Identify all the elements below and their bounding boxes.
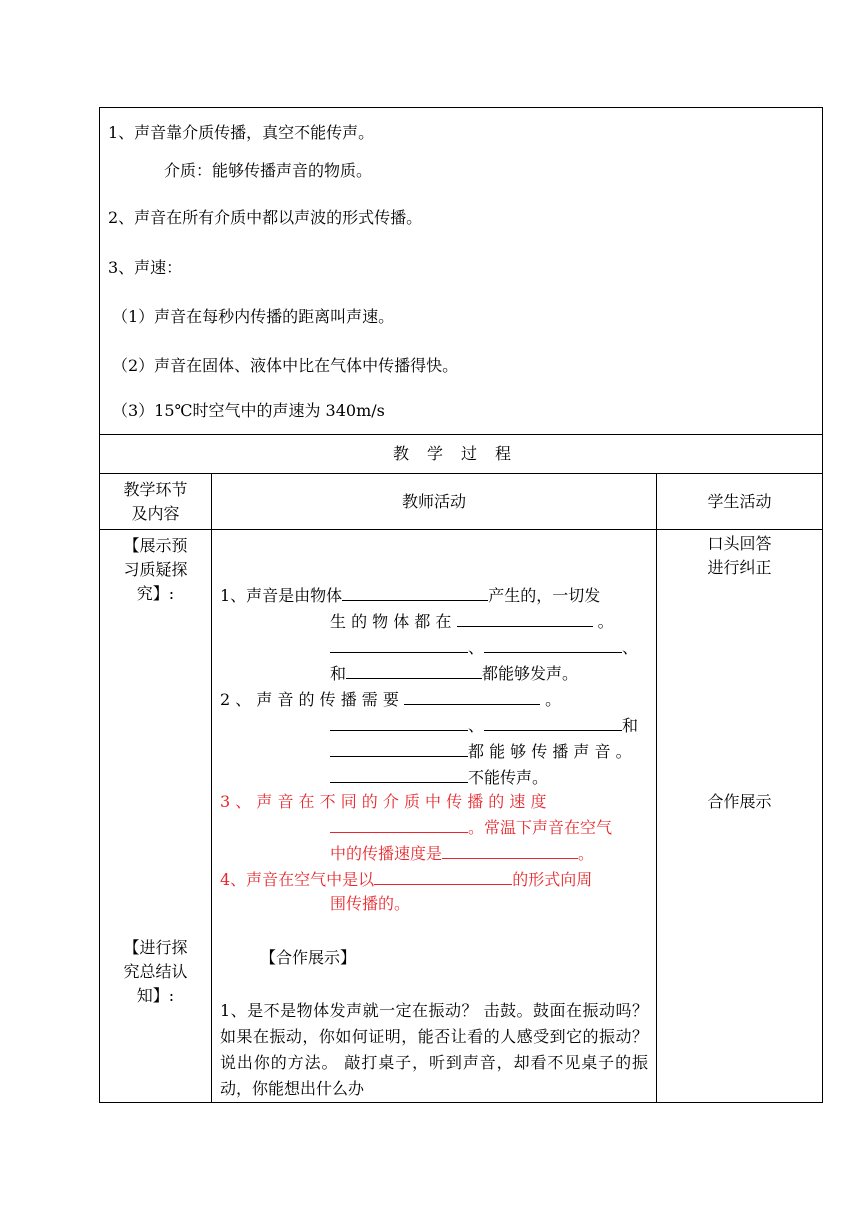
- student-activity-column: [657, 530, 823, 1103]
- answer-blank[interactable]: [330, 712, 468, 731]
- question-3-text-b: 。常温下声音在空气: [468, 818, 613, 837]
- question-2-text-c: 、: [468, 716, 485, 735]
- lesson-table: [99, 107, 823, 1103]
- question-1-text-e: 、: [468, 638, 485, 657]
- process-title: 教学过程: [100, 435, 823, 474]
- question-1-text-b: 产生的，一切发: [488, 586, 601, 605]
- question-1-text-h: 都能够发声。: [482, 664, 579, 683]
- student-activity-1-line-1: 口头回答: [707, 534, 772, 553]
- section-2-line-2: 究总结认: [123, 962, 188, 981]
- question-3-line-2: [220, 814, 648, 840]
- question-1-text-a: 1、声音是由物体: [220, 586, 343, 605]
- question-1-line-2: [220, 608, 648, 634]
- answer-blank[interactable]: [442, 840, 578, 859]
- teacher-activity-column: [212, 530, 657, 1103]
- question-4-line-2: 围传播的。: [330, 894, 411, 913]
- answer-blank[interactable]: [404, 686, 540, 705]
- summary-line-7: （3）15℃时空气中的声速为 340m/s: [112, 401, 385, 420]
- answer-blank[interactable]: [330, 764, 468, 783]
- student-activity-2: 合作展示: [707, 792, 772, 811]
- question-2-text-e: 都 能 够 传 播 声 音 。: [468, 742, 632, 761]
- question-1-line-1: [220, 582, 648, 608]
- question-4-text-b: 的形式向周: [512, 870, 593, 889]
- question-2-text-d: 和: [622, 716, 639, 735]
- question-1-text-g: 和: [330, 664, 347, 683]
- summary-line-4: 3、声速：: [108, 258, 183, 277]
- header-section-line-1: 教学环节: [123, 479, 188, 499]
- answer-blank[interactable]: [484, 634, 622, 653]
- question-4: [220, 866, 648, 916]
- summary-line-5: （1）声音在每秒内传播的距离叫声速。: [112, 307, 395, 326]
- question-2-text-a: 2 、 声 音 的 传 播 需 要: [220, 690, 399, 709]
- question-2-text-b: 。: [545, 690, 562, 709]
- section-1-line-1: 【展示预: [123, 536, 188, 555]
- question-3-line-1: 3 、 声 音 在 不 同 的 介 质 中 传 播 的 速 度: [220, 792, 547, 811]
- question-1-line-3: [220, 634, 648, 660]
- section-1-line-2: 习质疑探: [123, 560, 188, 579]
- question-3: [220, 790, 648, 866]
- answer-blank[interactable]: [374, 866, 512, 885]
- question-2-line-4: [220, 764, 648, 790]
- question-1-text-d: 。: [597, 612, 614, 631]
- header-section: [100, 474, 212, 530]
- question-1-text-f: 、: [622, 638, 639, 657]
- answer-blank[interactable]: [457, 608, 593, 627]
- answer-blank[interactable]: [484, 712, 622, 731]
- cooperation-heading: 【合作展示】: [260, 948, 357, 967]
- header-teacher: 教师活动: [212, 474, 657, 530]
- answer-blank[interactable]: [346, 660, 482, 679]
- answer-blank[interactable]: [330, 814, 468, 833]
- question-2-line-2: [220, 712, 648, 738]
- summary-line-1: 1、声音靠介质传播，真空不能传声。: [108, 123, 375, 142]
- header-student: 学生活动: [657, 474, 823, 530]
- answer-blank[interactable]: [330, 738, 468, 757]
- cooperation-paragraph: 1、是不是物体发声就一定在振动？ 击鼓。鼓面在振动吗？如果在振动，你如何证明，能否让看的人感受到它的振动？说出你的方法。 敲打桌子，听到声音，却看不见桌子的振动，你能想出什么办: [220, 1001, 648, 1098]
- question-4-text-a: 4、声音在空气中是以: [220, 870, 375, 889]
- summary-line-6: （2）声音在固体、液体中比在气体中传播得快。: [112, 356, 459, 375]
- question-2-text-f: 不能传声。: [468, 768, 549, 787]
- question-2-line-1: [220, 686, 648, 712]
- student-activity-1-line-2: 进行纠正: [707, 558, 772, 577]
- summary-line-3: 2、声音在所有介质中都以声波的形式传播。: [108, 208, 423, 227]
- summary-line-2: 介质：能够传播声音的物质。: [164, 161, 373, 180]
- summary-cell: [100, 108, 823, 435]
- header-section-line-2: 及内容: [131, 503, 180, 523]
- answer-blank[interactable]: [342, 582, 488, 601]
- section-2-line-3: 知】:: [136, 986, 175, 1005]
- question-4-line-1: [220, 866, 648, 892]
- question-2-line-3: [220, 738, 648, 764]
- question-1-line-4: [220, 660, 648, 686]
- question-1-text-c: 生 的 物 体 都 在: [330, 612, 452, 631]
- section-column: [100, 530, 212, 1103]
- question-3-line-3: [220, 840, 648, 866]
- section-1-line-3: 究】:: [136, 584, 175, 603]
- question-3-text-c: 中的传播速度是: [330, 844, 443, 863]
- section-2-line-1: 【进行探: [123, 938, 188, 957]
- question-3-text-d: 。: [578, 844, 595, 863]
- answer-blank[interactable]: [330, 634, 468, 653]
